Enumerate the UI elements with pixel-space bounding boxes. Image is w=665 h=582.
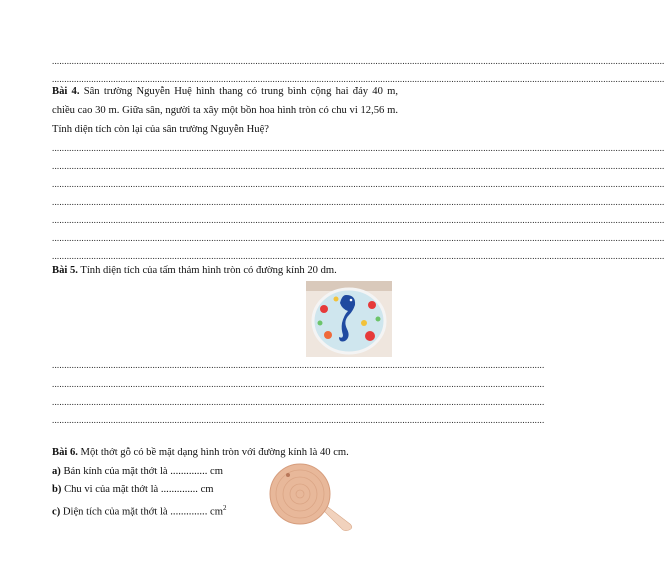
exercise-6c-sup: 2: [222, 504, 227, 512]
exercise-4: [52, 82, 398, 139]
answer-line: ..........................................................................................................................................................................................................................................................: [52, 197, 665, 207]
exercise-6a: [52, 465, 223, 479]
exercise-6a-label: a): [52, 466, 61, 477]
answer-line: ..........................................................................................................................................................................................................................................................: [52, 233, 665, 243]
exercise-5-text: Tính diện tích của tấm thảm hình tròn có đường kính 20 dm.: [77, 265, 337, 276]
exercise-4-label: Bài 4.: [52, 86, 80, 97]
exercise-6c-label: c): [52, 506, 61, 518]
cutting-board-image: [268, 462, 360, 532]
answer-line: ..........................................................................................................................................................................................................................................................: [52, 251, 665, 261]
exercise-6-text: Một thớt gỗ có bề mặt dạng hình tròn với đường kính là 40 cm.: [77, 447, 349, 458]
answer-line: .........................................................................................................................................................................................................: [52, 415, 545, 425]
exercise-4-text: Sân trường Nguyễn Huệ hình thang có trung bình cộng hai đáy 40 m, chiều cao 30 m. Giữa sân, người ta xây một bồn hoa hình tròn có chu vi 12,56 m. Tính diện tích còn lại của sân trường Nguyễn Huệ?: [52, 86, 398, 135]
answer-line: ..........................................................................................................................................................................................................................................................: [52, 143, 665, 153]
exercise-6a-text: Bán kính của mặt thớt là .............. cm: [60, 466, 223, 477]
answer-line: ..........................................................................................................................................................................................................................................................: [52, 179, 665, 189]
exercise-6c: [52, 501, 226, 520]
exercise-6: [52, 446, 349, 460]
answer-line: ..........................................................................................................................................................................................................................................................: [52, 215, 665, 225]
exercise-5-label: Bài 5.: [52, 265, 78, 276]
answer-line: .........................................................................................................................................................................................................: [52, 360, 545, 370]
round-rug-image: [306, 281, 392, 357]
answer-line: ..........................................................................................................................................................................................................................................................: [52, 56, 665, 66]
exercise-6b: [52, 483, 214, 497]
exercise-6c-text: Diện tích của mặt thớt là .............. cm: [60, 506, 223, 518]
answer-line: .........................................................................................................................................................................................................: [52, 379, 545, 389]
exercise-6-label: Bài 6.: [52, 447, 78, 458]
exercise-5: [52, 264, 337, 278]
exercise-6b-text: Chu vi của mặt thớt là .............. cm: [61, 484, 214, 495]
exercise-6b-label: b): [52, 484, 62, 495]
answer-line: .........................................................................................................................................................................................................: [52, 397, 545, 407]
answer-line: ..........................................................................................................................................................................................................................................................: [52, 161, 665, 171]
answer-line: ..........................................................................................................................................................................................................................................................: [52, 74, 665, 84]
